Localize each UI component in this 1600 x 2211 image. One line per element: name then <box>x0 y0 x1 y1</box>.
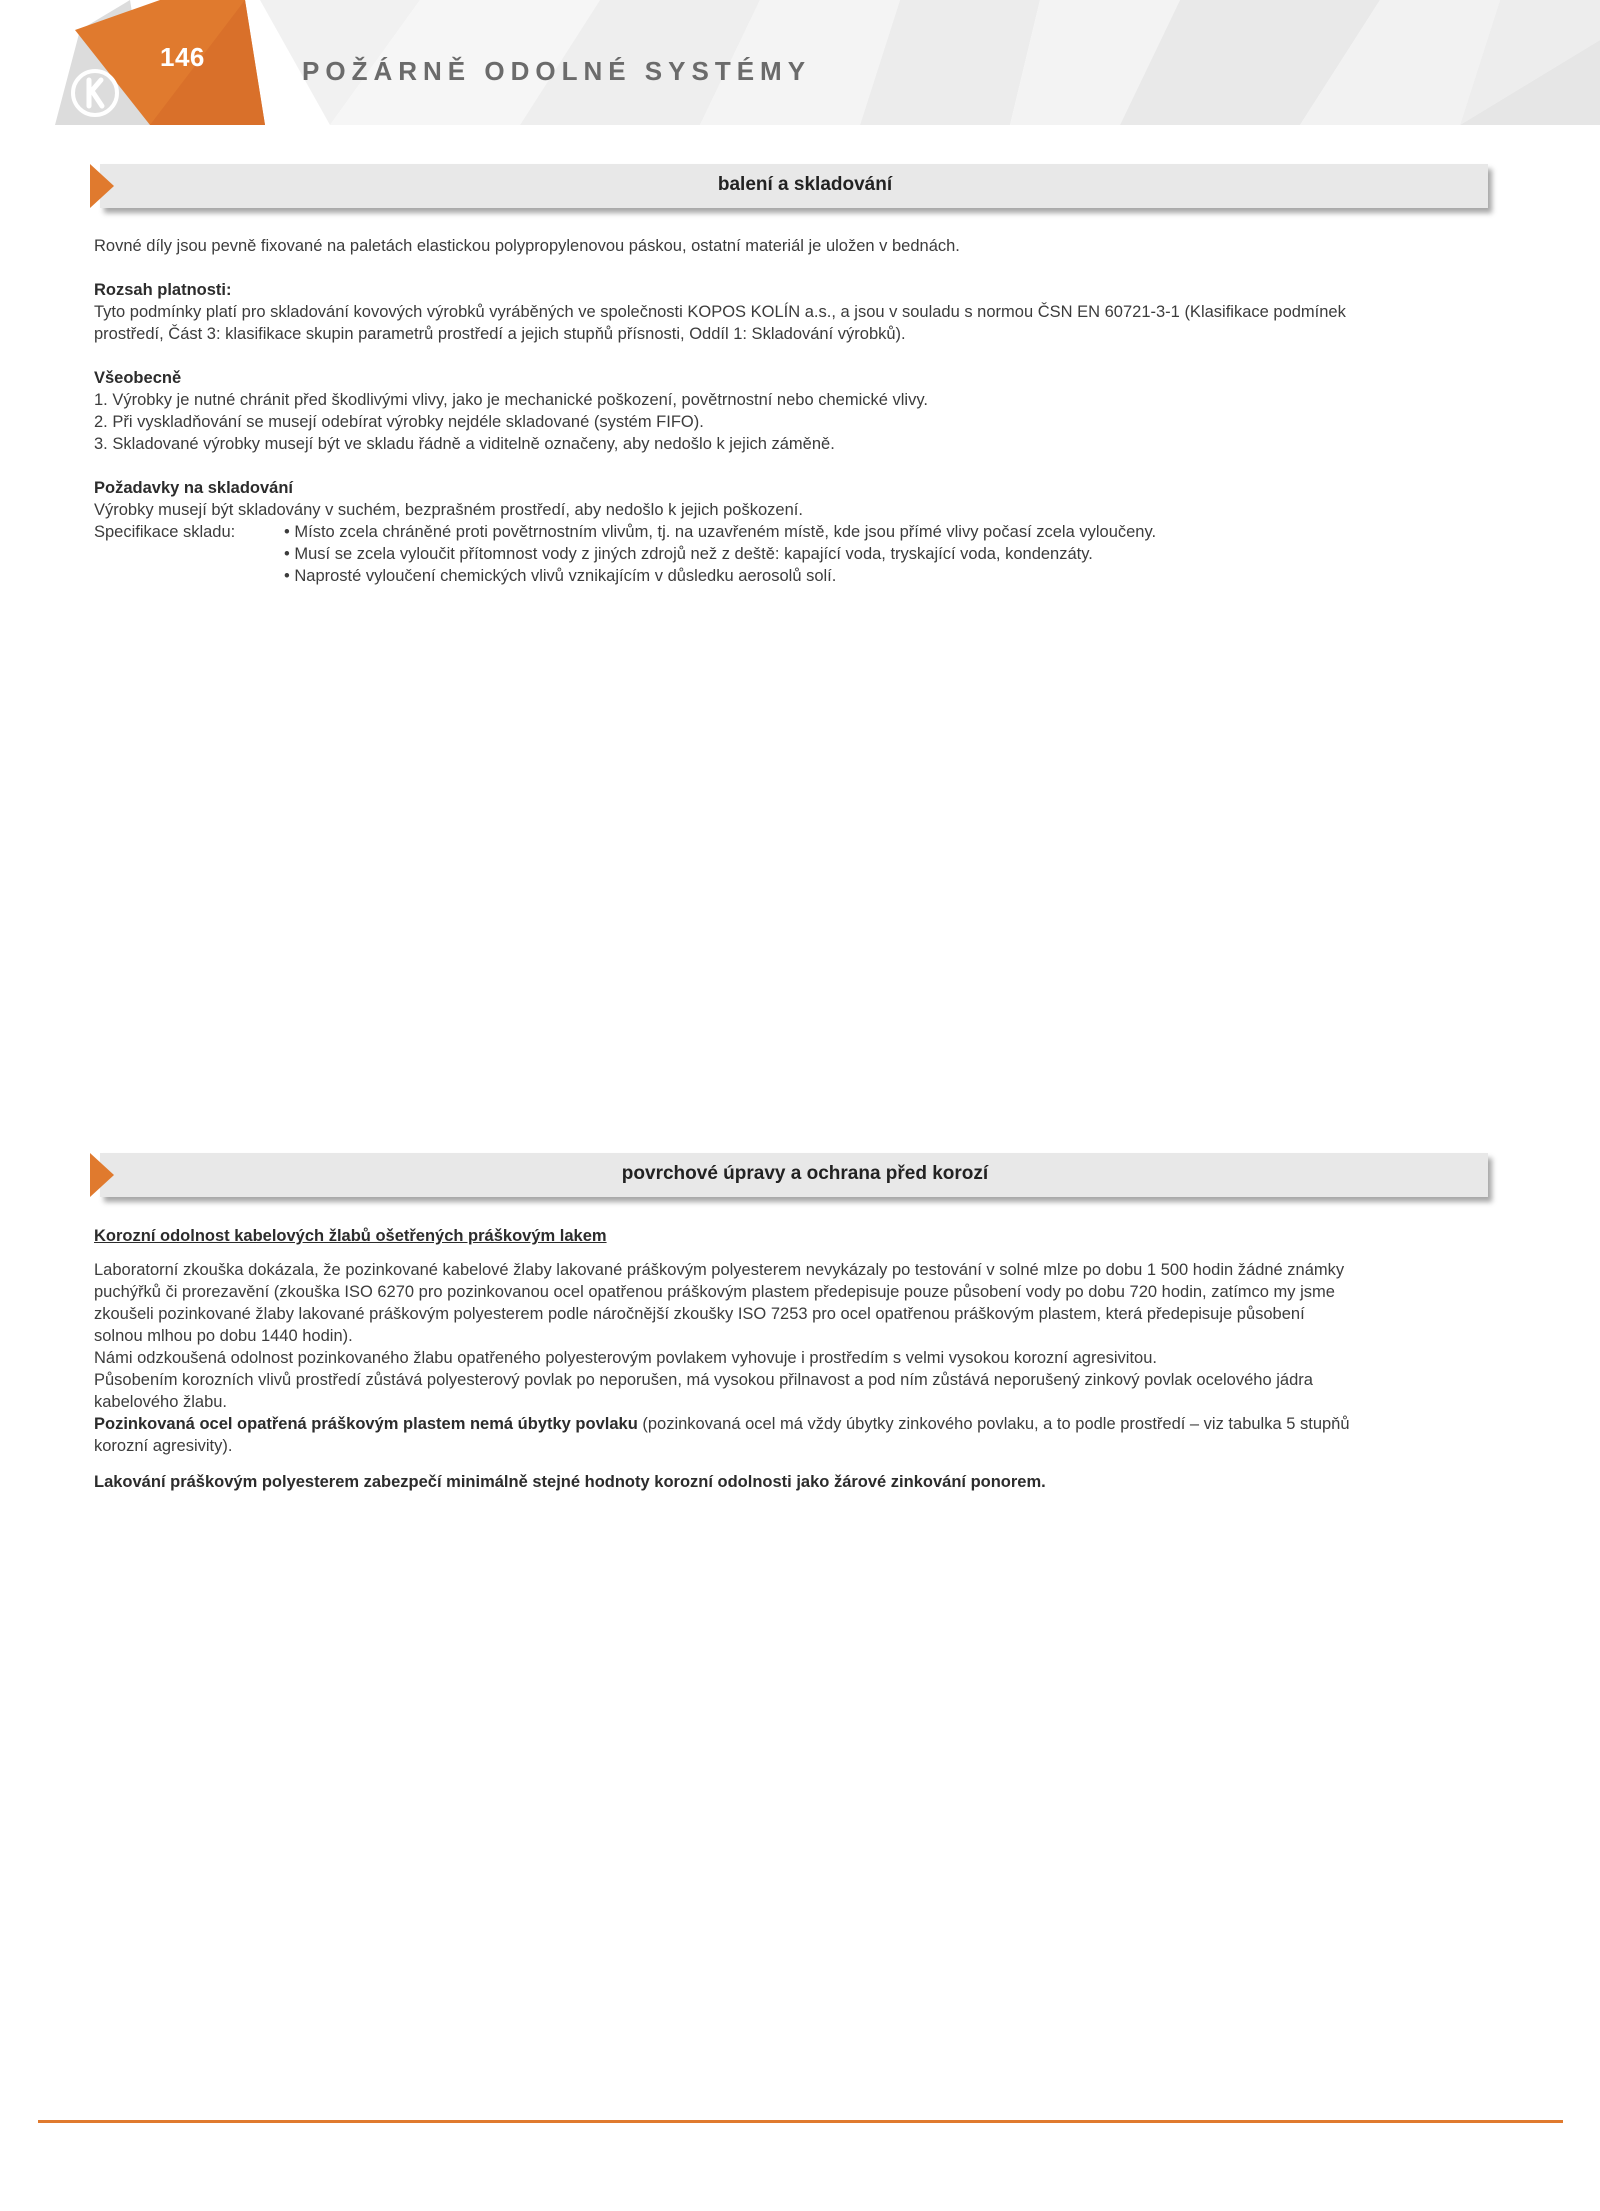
paragraph-line: korozní agresivity). <box>94 1437 233 1455</box>
requirements-text: Výrobky musejí být skladovány v suchém, bezprašném prostředí, aby nedošlo k jejich poškození. <box>94 501 803 519</box>
paragraph-line: zkoušeli pozinkované žlaby lakované práškovým polyesterem podle náročnější zkoušky ISO 7253 pro ocel opatřenou práškovým plastem, která předepisuje působení <box>94 1305 1305 1323</box>
paragraph-line: Laboratorní zkouška dokázala, že pozinkované kabelové žlaby lakované práškovým polyesterem nevykázaly po testování v solné mlze po dobu 1 500 hodin žádné známky <box>94 1261 1345 1279</box>
storage-specification <box>94 521 1484 587</box>
corrosion-content <box>94 1225 1484 1493</box>
paragraph-text: (pozinkovaná ocel má vždy úbytky zinkového povlaku, a to podle prostředí – viz tabulka 5 stupňů <box>637 1415 1350 1433</box>
packaging-content <box>94 235 1484 587</box>
kopos-logo-icon <box>70 68 120 118</box>
corrosion-subheading: Korozní odolnost kabelových žlabů ošetřených práškovým lakem <box>94 1227 607 1245</box>
list-item: 3. Skladované výrobky musejí být ve skladu řádně a viditelně označeny, aby nedošlo k jejich záměně. <box>94 435 835 453</box>
list-item: 2. Při vyskladňování se musejí odebírat výrobky nejdéle skladované (systém FIFO). <box>94 413 704 431</box>
paragraph-line: puchýřků či prorezavění (zkouška ISO 6270 pro pozinkovanou ocel opatřenou práškovým plastem předepisuje pouze působení vody po dobu 720 hodin, zatímco my jsme <box>94 1283 1335 1301</box>
section-title: povrchové úpravy a ochrana před korozí <box>621 1163 989 1184</box>
conclusion-statement: Lakování práškovým polyesterem zabezpečí minimálně stejné hodnoty korozní odolnosti jako žárové zinkování ponorem. <box>94 1473 1046 1491</box>
list-item: • Naprosté vyloučení chemických vlivů vznikajícím v důsledku aerosolů solí. <box>284 567 837 585</box>
paragraph: Námi odzkoušená odolnost pozinkovaného žlabu opatřeného polyesterovým povlakem vyhovuje i prostředím s velmi vysokou korozní agresivitou. <box>94 1349 1157 1367</box>
spec-label: Specifikace skladu: <box>94 523 236 541</box>
paragraph-line: solnou mlhou po dobu 1440 hodin). <box>94 1327 353 1345</box>
footer-divider <box>38 2120 1563 2123</box>
section-header-surface-treatment <box>90 1153 1490 1197</box>
scope-text-line: prostředí, Část 3: klasifikace skupin parametrů prostředí a jejich stupňů přísnosti, Oddíl 1: Skladování výrobků). <box>94 325 906 343</box>
paragraph-line: Působením korozních vlivů prostředí zůstává polyesterový povlak po neporušen, má vysokou přilnavost a pod ním zůstává neporušený zinkový povlak ocelového jádra <box>94 1371 1313 1389</box>
spec-list <box>284 521 1484 587</box>
paragraph <box>94 1413 1484 1435</box>
section-title: balení a skladování <box>717 174 893 195</box>
list-item: 1. Výrobky je nutné chránit před škodlivými vlivy, jako je mechanické poškození, povětrnostní nebo chemické vlivy. <box>94 391 928 409</box>
bold-statement: Pozinkovaná ocel opatřená práškovým plastem nemá úbytky povlaku <box>94 1415 638 1433</box>
list-item: • Musí se zcela vyloučit přítomnost vody z jiných zdrojů než z deště: kapající voda, tryskající voda, kondenzáty. <box>284 545 1093 563</box>
requirements-heading: Požadavky na skladování <box>94 479 294 497</box>
page-number: 146 <box>160 42 205 72</box>
intro-text: Rovné díly jsou pevně fixované na paletách elastickou polypropylenovou páskou, ostatní materiál je uložen v bednách. <box>94 237 960 255</box>
general-heading: Všeobecně <box>94 369 182 387</box>
running-title: POŽÁRNĚ ODOLNÉ SYSTÉMY <box>302 56 812 86</box>
list-item: • Místo zcela chráněné proti povětrnostním vlivům, tj. na uzavřeném místě, kde jsou přímé vlivy počasí zcela vyloučeny. <box>284 523 1157 541</box>
scope-heading: Rozsah platnosti: <box>94 281 232 299</box>
section-header-packaging <box>90 164 1490 208</box>
scope-text-line: Tyto podmínky platí pro skladování kovových výrobků vyráběných ve společnosti KOPOS KOLÍN a.s., a jsou v souladu s normou ČSN EN 60721-3-1 (Klasifikace podmínek <box>94 303 1346 321</box>
arrow-icon <box>90 164 114 208</box>
paragraph-line: kabelového žlabu. <box>94 1393 228 1411</box>
arrow-icon <box>90 1153 114 1197</box>
